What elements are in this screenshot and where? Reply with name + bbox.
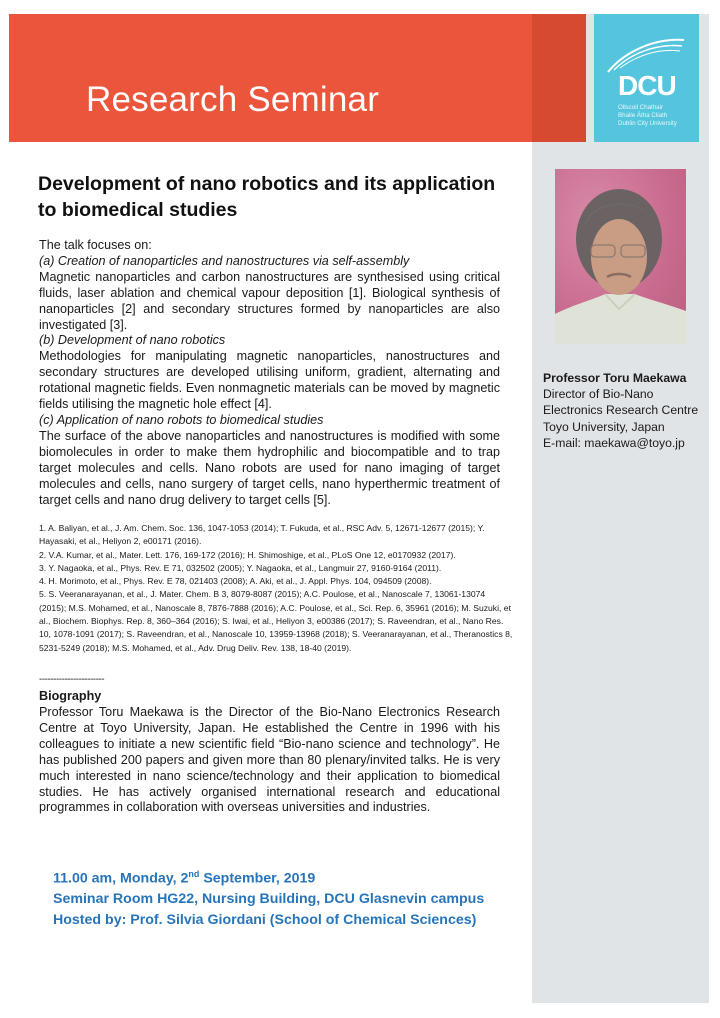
section-divider: -----------------------	[39, 674, 105, 685]
section-heading: (c) Application of nano robots to biomedical studies	[39, 412, 324, 427]
talk-title	[38, 171, 528, 223]
section-heading: (a) Creation of nanoparticles and nanostructures via self-assembly	[39, 253, 410, 268]
abstract-intro: The talk focuses on:	[39, 238, 152, 252]
logo-subtitle-line: Dublin City University	[618, 120, 677, 127]
logo-subtitle	[618, 104, 677, 128]
portrait-icon	[555, 169, 686, 344]
abstract	[39, 238, 500, 508]
seminar-heading: Research Seminar	[86, 80, 380, 119]
section-body: Methodologies for manipulating magnetic nanoparticles, nanostructures and secondary structures are developed utilising uniform, gradient, alternating and rotational magnetic fields. Even nonmagnetic materials can be moved by magnetic fields utilising the magnetic hole effect [4].	[39, 349, 500, 412]
event-date-rest: September, 2019	[199, 870, 316, 887]
speaker-info	[543, 370, 698, 451]
reference-item: 5. S. Veeranarayanan, et al., J. Mater. Chem. B 3, 8079-8087 (2015); A.C. Poulose, et al., Nanoscale 7, 13061-13074 (2015); M.S. Mohamed, et al., Nanoscale 8, 7876-7888 (2016); A.C. Poulose, et al., Sci. Rep. 6, 35961 (2016); M. Suzuki, et al., Biochem. Biophys. Rep. 8, 360–364 (2016); S. Iwai, et al., Heliyon 3, e00386 (2017); S. Raveendran, et al., Nano Res. 10, 1078-1091 (2017); S. Raveendran, et al., Nanoscale 10, 13959-13968 (2018); S. Veeranarayanan, et al., Theranostics 8, 5231-5249 (2018); M.S. Mohamed, et al., Adv. Drug Deliv. Rev. 138, 18-40 (2019).	[39, 589, 513, 653]
talk-title-line: Development of nano robotics and its application	[38, 173, 496, 195]
references	[39, 522, 514, 655]
speaker-name: Professor Toru Maekawa	[543, 371, 687, 385]
speaker-email[interactable]: E-mail: maekawa@toyo.jp	[543, 435, 685, 450]
section-heading: (b) Development of nano robotics	[39, 333, 226, 348]
biography-heading: Biography	[39, 689, 102, 703]
event-host: Hosted by: Prof. Silvia Giordani (School of Chemical Sciences)	[53, 911, 477, 928]
reference-item: 2. V.A. Kumar, et al., Mater. Lett. 176, 169-172 (2016); H. Shimoshige, et al., PLoS One 12, e0170932 (2017).	[39, 549, 456, 560]
logo-subtitle-line: Ollscoil Chathair	[618, 104, 664, 111]
logo-subtitle-line: Bhaile Átha Cliath	[618, 112, 668, 119]
reference-item: 1. A. Baliyan, et al., J. Am. Chem. Soc. 136, 1047-1053 (2014); T. Fukuda, et al., RSC Adv. 5, 12671-12677 (2015); Y. Hayasaki, et al., Heliyon 2, e00171 (2016).	[39, 523, 485, 547]
logo-wordmark: DCU	[618, 70, 676, 101]
event-details	[53, 864, 484, 930]
event-datetime	[53, 864, 484, 889]
biography-text: Professor Toru Maekawa is the Director of the Bio-Nano Electronics Research Centre at Toyo University, Japan. He established the Centre in 1996 with his colleagues to initiate a new scientific field “Bio-nano science and technology”. He has published 200 papers and given more than 80 plenary/invited talks. He is very much interested in nano science/technology and their application to biomedical studies. He has actively organised international research and educational programmes in collaboration with overseas universities and industries.	[39, 705, 500, 815]
speaker-photo	[555, 169, 686, 344]
event-date-suffix: nd	[188, 869, 200, 879]
speaker-role: Electronics Research Centre	[543, 403, 699, 418]
event-date-prefix: 11.00 am, Monday, 2	[53, 870, 189, 887]
header-banner	[9, 14, 586, 142]
section-body: The surface of the above nanoparticles and nanostructures is modified with some biomolecules in order to make them hydrophilic and biocompatible and to trap target molecules and cells. Nano robots are used for nano imaging of target molecules and cells, nano surgery of target cells, nano hyperthermic treatment of target cells and nano drug delivery to target cells [5].	[39, 428, 500, 507]
header-banner-overlap	[532, 14, 586, 142]
dcu-logo	[594, 14, 699, 142]
reference-item: 4. H. Morimoto, et al., Phys. Rev. E 78, 021403 (2008); A. Aki, et al., J. Appl. Phys. 104, 094509 (2008).	[39, 576, 432, 587]
event-location: Seminar Room HG22, Nursing Building, DCU Glasnevin campus	[53, 891, 485, 908]
section-body: Magnetic nanoparticles and carbon nanostructures are synthesised using critical fluids, laser ablation and chemical vapour deposition [1]. Biological synthesis of nanoparticles [2] and secondary structures formed by nanoparticles are also investigated [3].	[39, 269, 500, 332]
speaker-affiliation: Toyo University, Japan	[543, 419, 665, 434]
sidebar-panel	[532, 14, 709, 1003]
talk-title-line: to biomedical studies	[38, 199, 238, 221]
swoosh-icon	[604, 34, 689, 74]
speaker-role: Director of Bio-Nano	[543, 387, 654, 402]
reference-item: 3. Y. Nagaoka, et al., Phys. Rev. E 71, 032502 (2005); Y. Nagaoka, et al., Langmuir 27, 9160-9164 (2011).	[39, 562, 442, 573]
